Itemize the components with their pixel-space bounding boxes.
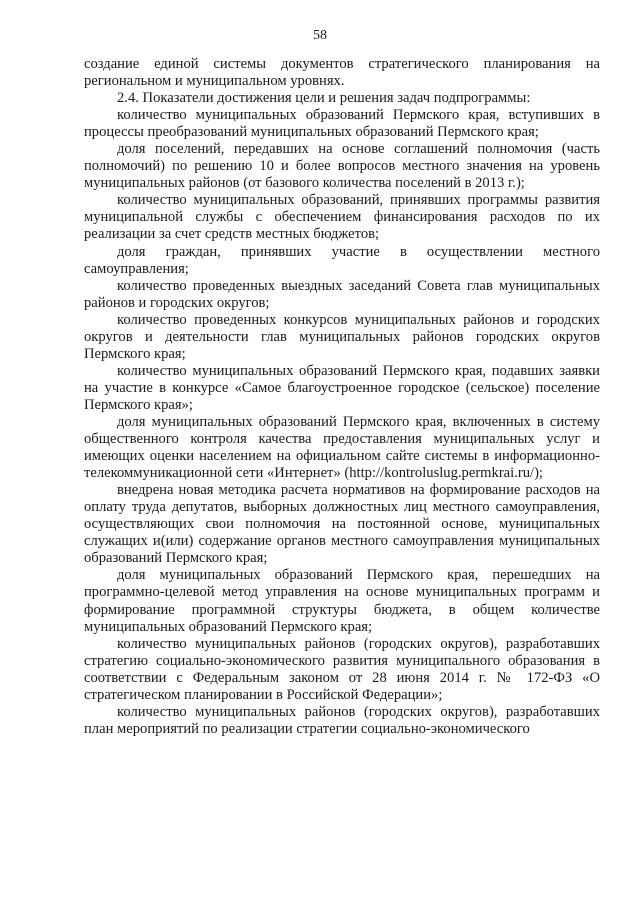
page-number: 58 [313, 28, 327, 43]
section-heading-2-4: 2.4. Показатели достижения цели и решения задач подпрограммы: [117, 90, 531, 107]
indicator-paragraph: количество проведенных выездных заседаний Совета глав муниципальных районов и городских округов; [84, 277, 600, 311]
indicator-paragraph: доля поселений, передавших на основе соглашений полномочия (часть полномочий) по решению 10 и более вопросов местного значения на уровень муниципальных районов (от базового количества поселений в 2013 г.); [84, 141, 600, 192]
indicator-paragraph: количество муниципальных образований Пермского края, подавших заявки на участие в конкурсе «Самое благоустроенное городское (сельское) поселение Пермского края»; [84, 362, 600, 413]
indicator-paragraph: внедрена новая методика расчета нормативов на формирование расходов на оплату труда депутатов, выборных должностных лиц местного самоуправления, осуществляющих свои полномочия на постоянной основе, муниципальных служащих и(или) содержание органов местного самоуправления муниципальных образований Пермского края; [84, 482, 600, 567]
indicator-paragraph: количество муниципальных районов (городских округов), разработавших стратегию социально-экономического развития муниципального образования в соответствии с Федеральным законом от 28 июня 2014 г. № 172-ФЗ «О стратегическом планировании в Российской Федерации»; [84, 635, 600, 703]
indicator-paragraph: количество муниципальных образований Пермского края, вступивших в процессы преобразований муниципальных образований Пермского края; [84, 107, 600, 141]
document-body [84, 56, 600, 738]
indicator-paragraph: количество муниципальных районов (городских округов), разработавших план мероприятий по реализации стратегии социально-экономического [84, 703, 600, 737]
paragraph-continuation: создание единой системы документов стратегического планирования на региональном и муниципальном уровнях. [84, 56, 600, 90]
indicator-paragraph: доля муниципальных образований Пермского края, включенных в систему общественного контроля качества предоставления муниципальных услуг и имеющих оценки населением на официальном сайте системы в информационно-телекоммуникационной сети «Интернет» (http://kontroluslug.permkrai.ru/); [84, 413, 600, 482]
indicator-paragraph: количество муниципальных образований, принявших программы развития муниципальной службы с обеспечением финансирования расходов по их реализации за счет средств местных бюджетов; [84, 192, 600, 243]
indicator-paragraph: доля муниципальных образований Пермского края, перешедших на программно-целевой метод управления на основе муниципальных программ и формирование программной структуры бюджета, в общем количестве муниципальных образований Пермского края; [84, 567, 600, 635]
indicator-paragraph: количество проведенных конкурсов муниципальных районов и городских округов и деятельности глав муниципальных районов городских округов Пермского края; [84, 311, 600, 362]
indicator-paragraph: доля граждан, принявших участие в осуществлении местного самоуправления; [84, 243, 600, 277]
